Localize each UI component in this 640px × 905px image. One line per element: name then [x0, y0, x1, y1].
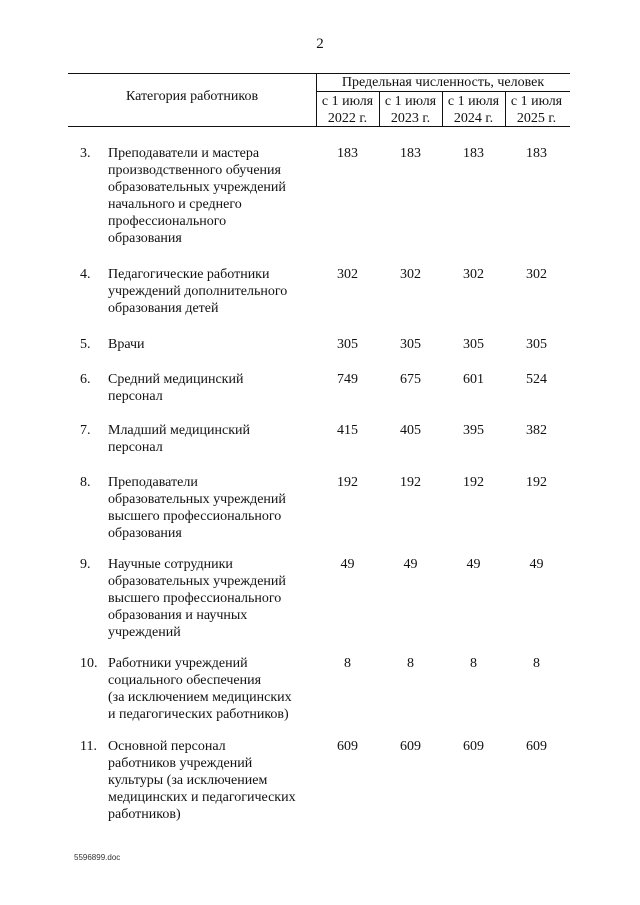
value-2024: 183: [463, 146, 484, 161]
category-line: (за исключением медицинских: [108, 690, 292, 705]
category-line: высшего профессионального: [108, 591, 282, 606]
category-line: образовательных учреждений: [108, 574, 286, 589]
category-line: Работники учреждений: [108, 656, 248, 671]
year-header-line2: 2022 г.: [327, 111, 368, 126]
value-2025: 609: [526, 739, 547, 754]
value-2024: 49: [466, 557, 481, 572]
row-number: 5.: [80, 337, 91, 352]
category-line: образования: [108, 231, 182, 246]
category-line: образовательных учреждений: [108, 180, 286, 195]
row-category: [108, 145, 318, 247]
value-2022: 8: [344, 656, 351, 671]
value-2022: 609: [337, 739, 358, 754]
category-line: Преподаватели и мастера: [108, 146, 260, 161]
value-2024: 8: [470, 656, 477, 671]
category-line: высшего профессионального: [108, 509, 282, 524]
value-2023: 302: [400, 267, 421, 282]
row-number: 9.: [80, 557, 91, 572]
value-2024: 395: [463, 423, 484, 438]
value-2022: 305: [337, 337, 358, 352]
year-header-line1: с 1 июля: [447, 94, 500, 109]
top-rule: [68, 73, 570, 74]
category-line: культуры (за исключением: [108, 773, 268, 788]
value-2023: 183: [400, 146, 421, 161]
category-line: образования: [108, 526, 182, 541]
category-line: образовательных учреждений: [108, 492, 286, 507]
value-2025: 302: [526, 267, 547, 282]
row-number: 10.: [80, 656, 98, 671]
row-number: 8.: [80, 475, 91, 490]
value-2023: 609: [400, 739, 421, 754]
category-line: образования детей: [108, 301, 219, 316]
category-line: работников): [108, 807, 181, 822]
row-number: 7.: [80, 423, 91, 438]
row-category: [108, 422, 318, 456]
row-category: [108, 266, 318, 317]
row-number: 3.: [80, 146, 91, 161]
row-category: [108, 336, 318, 353]
category-line: учреждений дополнительного: [108, 284, 288, 299]
value-2025: 382: [526, 423, 547, 438]
value-2025: 305: [526, 337, 547, 352]
value-2024: 601: [463, 372, 484, 387]
row-number: 11.: [80, 739, 97, 754]
row-category: [108, 474, 318, 542]
value-2024: 609: [463, 739, 484, 754]
value-2023: 675: [400, 372, 421, 387]
year-header-line2: 2024 г.: [453, 111, 494, 126]
value-2025: 183: [526, 146, 547, 161]
year-header: [505, 93, 568, 127]
value-2022: 49: [340, 557, 355, 572]
value-2022: 302: [337, 267, 358, 282]
table-header: [68, 73, 570, 127]
row-category: [108, 371, 318, 405]
year-header-line1: с 1 июля: [384, 94, 437, 109]
value-2025: 8: [533, 656, 540, 671]
row-number: 4.: [80, 267, 91, 282]
value-2025: 49: [529, 557, 544, 572]
category-line: Педагогические работники: [108, 267, 270, 282]
year-header: [316, 93, 379, 127]
category-line: Научные сотрудники: [108, 557, 233, 572]
value-2023: 405: [400, 423, 421, 438]
row-number: 6.: [80, 372, 91, 387]
year-header: [442, 93, 505, 127]
group-rule: [316, 91, 570, 92]
category-line: Основной персонал: [108, 739, 226, 754]
value-2024: 192: [463, 475, 484, 490]
category-line: образования и научных: [108, 608, 248, 623]
category-line: начального и среднего: [108, 197, 242, 212]
year-header-line1: с 1 июля: [321, 94, 374, 109]
value-2022: 415: [337, 423, 358, 438]
category-line: работников учреждений: [108, 756, 253, 771]
category-line: Преподаватели: [108, 475, 198, 490]
category-line: профессионального: [108, 214, 227, 229]
category-line: персонал: [108, 440, 163, 455]
year-header: [379, 93, 442, 127]
value-2023: 8: [407, 656, 414, 671]
group-header: Предельная численность, человек: [341, 75, 545, 90]
category-line: Младший медицинский: [108, 423, 251, 438]
row-category: [108, 556, 318, 641]
value-2022: 192: [337, 475, 358, 490]
category-header: Категория работников: [125, 89, 259, 104]
year-header-line1: с 1 июля: [510, 94, 563, 109]
category-line: Средний медицинский: [108, 372, 244, 387]
row-category: [108, 738, 318, 823]
category-line: производственного обучения: [108, 163, 281, 178]
category-line: персонал: [108, 389, 163, 404]
value-2023: 49: [403, 557, 418, 572]
page-number: 2: [316, 36, 324, 52]
value-2024: 302: [463, 267, 484, 282]
category-line: медицинских и педагогических: [108, 790, 296, 805]
value-2023: 305: [400, 337, 421, 352]
year-header-line2: 2023 г.: [390, 111, 431, 126]
value-2025: 192: [526, 475, 547, 490]
value-2022: 183: [337, 146, 358, 161]
category-line: социального обеспечения: [108, 673, 262, 688]
value-2022: 749: [337, 372, 358, 387]
row-category: [108, 655, 318, 723]
category-line: Врачи: [108, 337, 145, 352]
category-line: и педагогических работников): [108, 707, 289, 722]
value-2024: 305: [463, 337, 484, 352]
value-2025: 524: [526, 372, 547, 387]
value-2023: 192: [400, 475, 421, 490]
document-filename: 5596899.doc: [74, 853, 121, 862]
category-line: учреждений: [108, 625, 181, 640]
year-header-line2: 2025 г.: [516, 111, 557, 126]
